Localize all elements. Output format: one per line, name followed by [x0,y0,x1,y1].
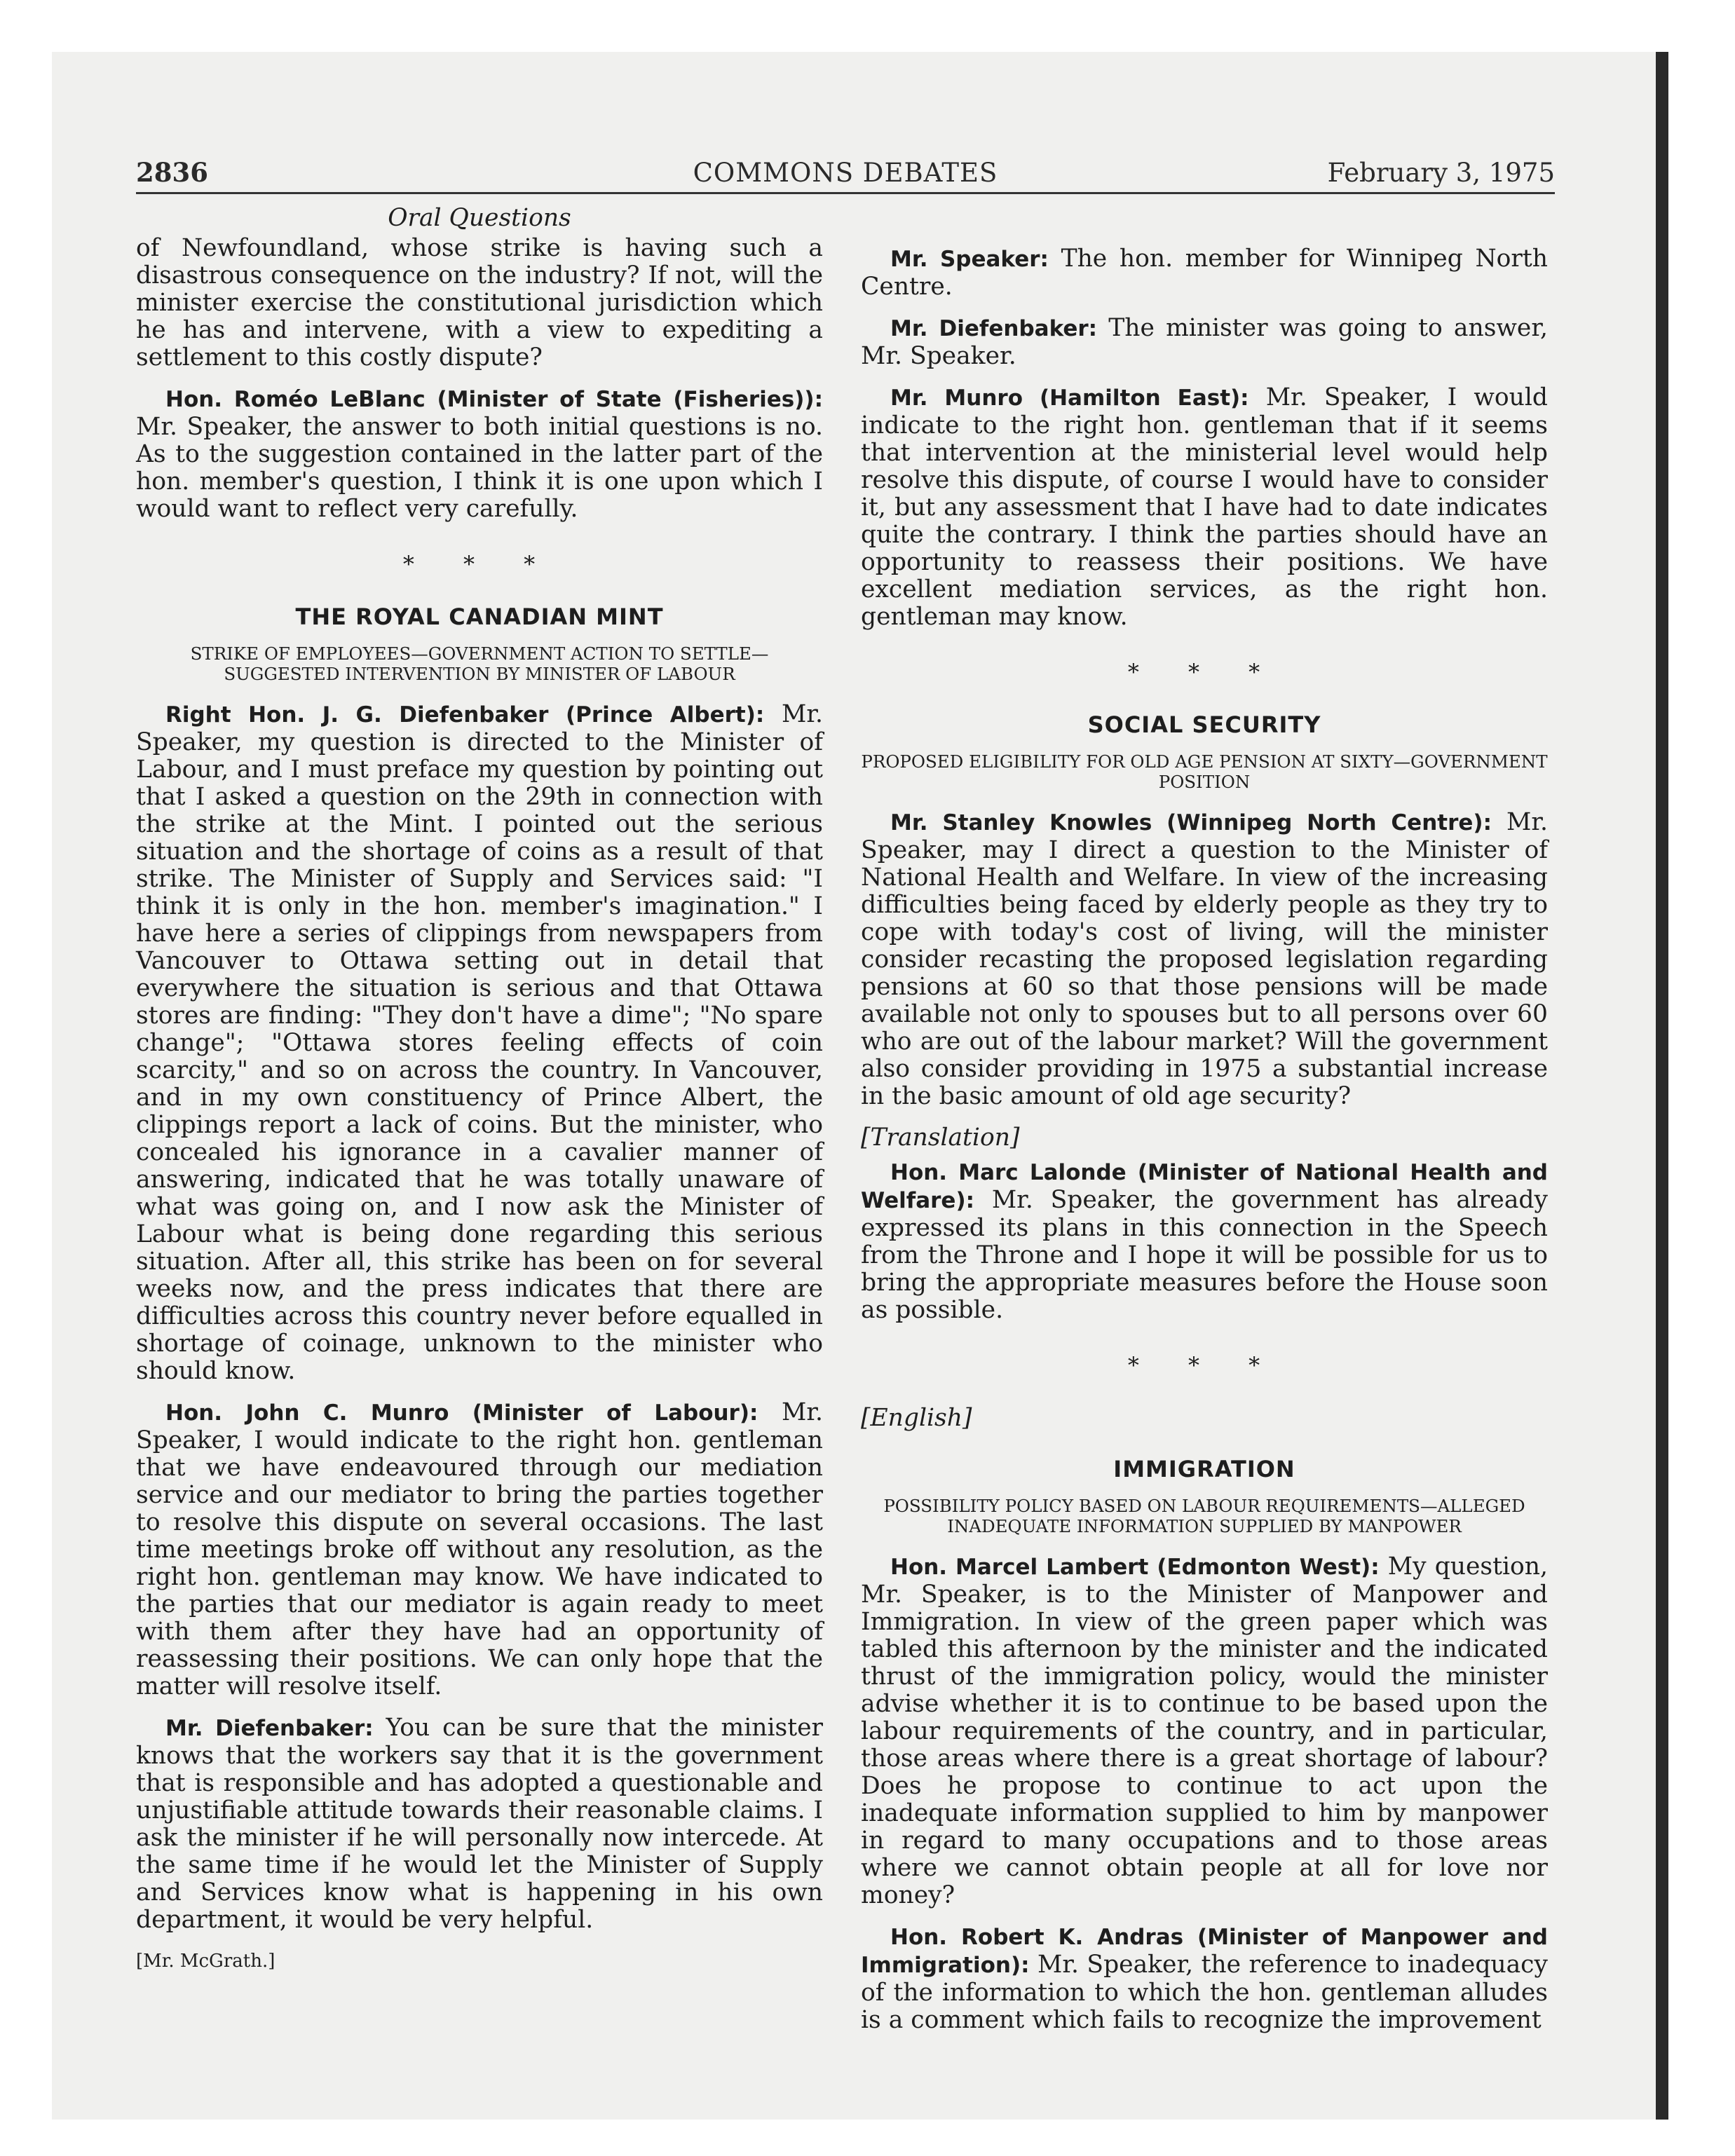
section-separator: * * * [1127,659,1281,685]
speech [136,1399,823,1700]
speech [136,386,823,523]
speaker-name: Mr. Speaker: [890,247,1049,272]
speech [136,701,823,1385]
publication-date: February 3, 1975 [1327,158,1555,188]
speech-text: You can be sure that the minister knows that the workers say that it is the government that is responsible and has adopted a questionable and unjustifiable attitude towards their reasonable claims. I ask the minister if he will personally now intercede. At the same time if he would let the Minister of Supply and Services know what is happening in his own department, it would be very helpful. [136,1714,823,1934]
speaker-name: Hon. John C. Munro (Minister of Labour): [165,1400,758,1426]
speech [861,384,1548,631]
speaker-name: Hon. Marcel Lambert (Edmonton West): [890,1555,1380,1580]
section-title: SOCIAL SECURITY [1087,711,1321,738]
section-subhead: POSSIBILITY POLICY BASED ON LABOUR REQUIREMENTS—ALLEGED INADEQUATE INFORMATION SUPPLIED BY MANPOWER [883,1496,1525,1536]
section-separator: * * * [1127,1352,1281,1379]
section-title: IMMIGRATION [1113,1456,1295,1482]
running-head: Oral Questions [388,204,571,232]
page-header [136,156,1555,194]
speech-text: Mr. Speaker, I would indicate to the right hon. gentleman that if it seems that intervention at the ministerial level would help resolve this dispute, of course I would have to consider it, but any assessment that I have had to date indicates quite the contrary. I think the parties should have an opportunity to reassess their positions. We have excellent mediation services, as the right hon. gentleman may know. [861,383,1549,631]
speech-text: Mr. Speaker, my question is directed to the Minister of Labour, and I must preface my question by pointing out that I asked a question on the 29th in connection with the strike at the Mint. I pointed out the serious situation and the shortage of coins as a result of that strike. The Minister of Supply and Services said: "I think it is only in the hon. member's imagination." I have here a series of clippings from newspapers from Vancouver to Ottawa setting out in detail that everywhere the situation is serious and that Ottawa stores are finding: "They don't have a dime"; "No spare change"; "Ottawa stores feeling effects of coin scarcity," and so on across the country. In Vancouver, and in my own constituency of Prince Albert, the clippings report a lack of coins. But the minister, who concealed his ignorance in a cavalier manner of answering, indicated that he was totally unaware of what was going on, and I now ask the Minister of Labour what is being done regarding this serious situation. After all, this strike has been on for several weeks now, and the press indicates that there are difficulties across this country never before equalled in shortage of coinage, unknown to the minister who should know. [136,700,823,1385]
speech-text: Mr. Speaker, the reference to inadequacy of the information to which the hon. gentleman alludes is a comment which fails to recognize the improvement [861,1951,1548,2034]
scan-edge-bar [1656,52,1668,2120]
speech-text: Mr. Speaker, the answer to both initial questions is no. As to the suggestion contained in the latter part of the hon. member's question, I think it is one upon which I would want to reflect very carefully. [136,413,823,523]
speech-text: Mr. Speaker, the government has already expressed its plans in this connection in the Speech from the Throne and I hope it will be possible for us to bring the appropriate measures before the House soon as possible. [861,1186,1548,1324]
speaker-name: Mr. Stanley Knowles (Winnipeg North Centre): [890,810,1492,835]
speech [861,245,1548,301]
language-tag: [English] [861,1404,972,1432]
speech [136,1714,823,1934]
speaker-name: Mr. Diefenbaker: [890,316,1098,341]
speaker-name: Hon. Roméo LeBlanc (Minister of State (Fisheries)): [165,387,823,412]
speaker-name: Right Hon. J. G. Diefenbaker (Prince Albert): [165,702,765,728]
speech [861,809,1548,1110]
speech-text: My question, Mr. Speaker, is to the Minister of Manpower and Immigration. In view of the green paper which was tabled this afternoon by the minister and the indicated thrust of the immigration policy, would the minister advise whether it is to continue to be based upon the labour requirements of the country, and in particular, those areas where there is a great shortage of labour? Does he propose to continue to act upon the inadequate information supplied to him by manpower in regard to many occupations and to those areas where we cannot obtain people at all for love nor money? [861,1553,1548,1909]
section-subhead: PROPOSED ELIGIBILITY FOR OLD AGE PENSION AT SIXTY—GOVERNMENT POSITION [861,751,1548,792]
speaker-name: Mr. Munro (Hamilton East): [890,386,1249,411]
speech-text: The minister was going to answer, Mr. Speaker. [861,314,1549,370]
speaker-name: Hon. Marc Lalonde (Minister of National Health and Welfare): [861,1160,1548,1213]
language-tag: [Translation] [861,1124,1020,1152]
right-column [861,245,1548,2048]
speech-text: Mr. Speaker, I would indicate to the right hon. gentleman that we have endeavoured through our mediation service and our mediator to bring the parties together to resolve this dispute on several occasions. The last time meetings broke off without any resolution, as the right hon. gentleman may know. We have indicated to the parties that our mediator is again ready to meet with them after they have had an opportunity of reassessing their positions. We can only hope that the matter will resolve itself. [136,1398,824,1700]
section-title: THE ROYAL CANADIAN MINT [295,603,664,630]
page-number: 2836 [136,157,208,188]
speaker-name: Hon. Robert K. Andras (Minister of Manpower and Immigration): [861,1925,1548,1978]
speech [861,1159,1548,1324]
publication-title: COMMONS DEBATES [693,158,998,188]
section-subhead: STRIKE OF EMPLOYEES—GOVERNMENT ACTION TO SETTLE—SUGGESTED INTERVENTION BY MINISTER OF LABOUR [190,643,769,684]
footer-note: [Mr. McGrath.] [136,1951,275,1972]
speech [861,1923,1548,2034]
paragraph: of Newfoundland, whose strike is having such a disastrous consequence on the industry? If not, will the minister exercise the constitutional jurisdiction which he has and intervene, with a view to expediting a settlement to this costly dispute? [136,234,823,371]
section-separator: * * * [402,551,557,578]
speech-text: Mr. Speaker, may I direct a question to the Minister of National Health and Welfare. In view of the increasing difficulties being faced by elderly people as they try to cope with today's cost of living, will the minister consider recasting the proposed legislation regarding pensions at 60 so that those pensions will be made available not only to spouses but to all persons over 60 who are out of the labour market? Will the government also consider providing in 1975 a substantial increase in the basic amount of old age security? [861,808,1548,1110]
speech [861,1553,1548,1909]
speech [861,315,1548,370]
speaker-name: Mr. Diefenbaker: [165,1716,374,1741]
speech-text: The hon. member for Winnipeg North Centre. [861,245,1548,301]
left-column [136,205,823,1975]
